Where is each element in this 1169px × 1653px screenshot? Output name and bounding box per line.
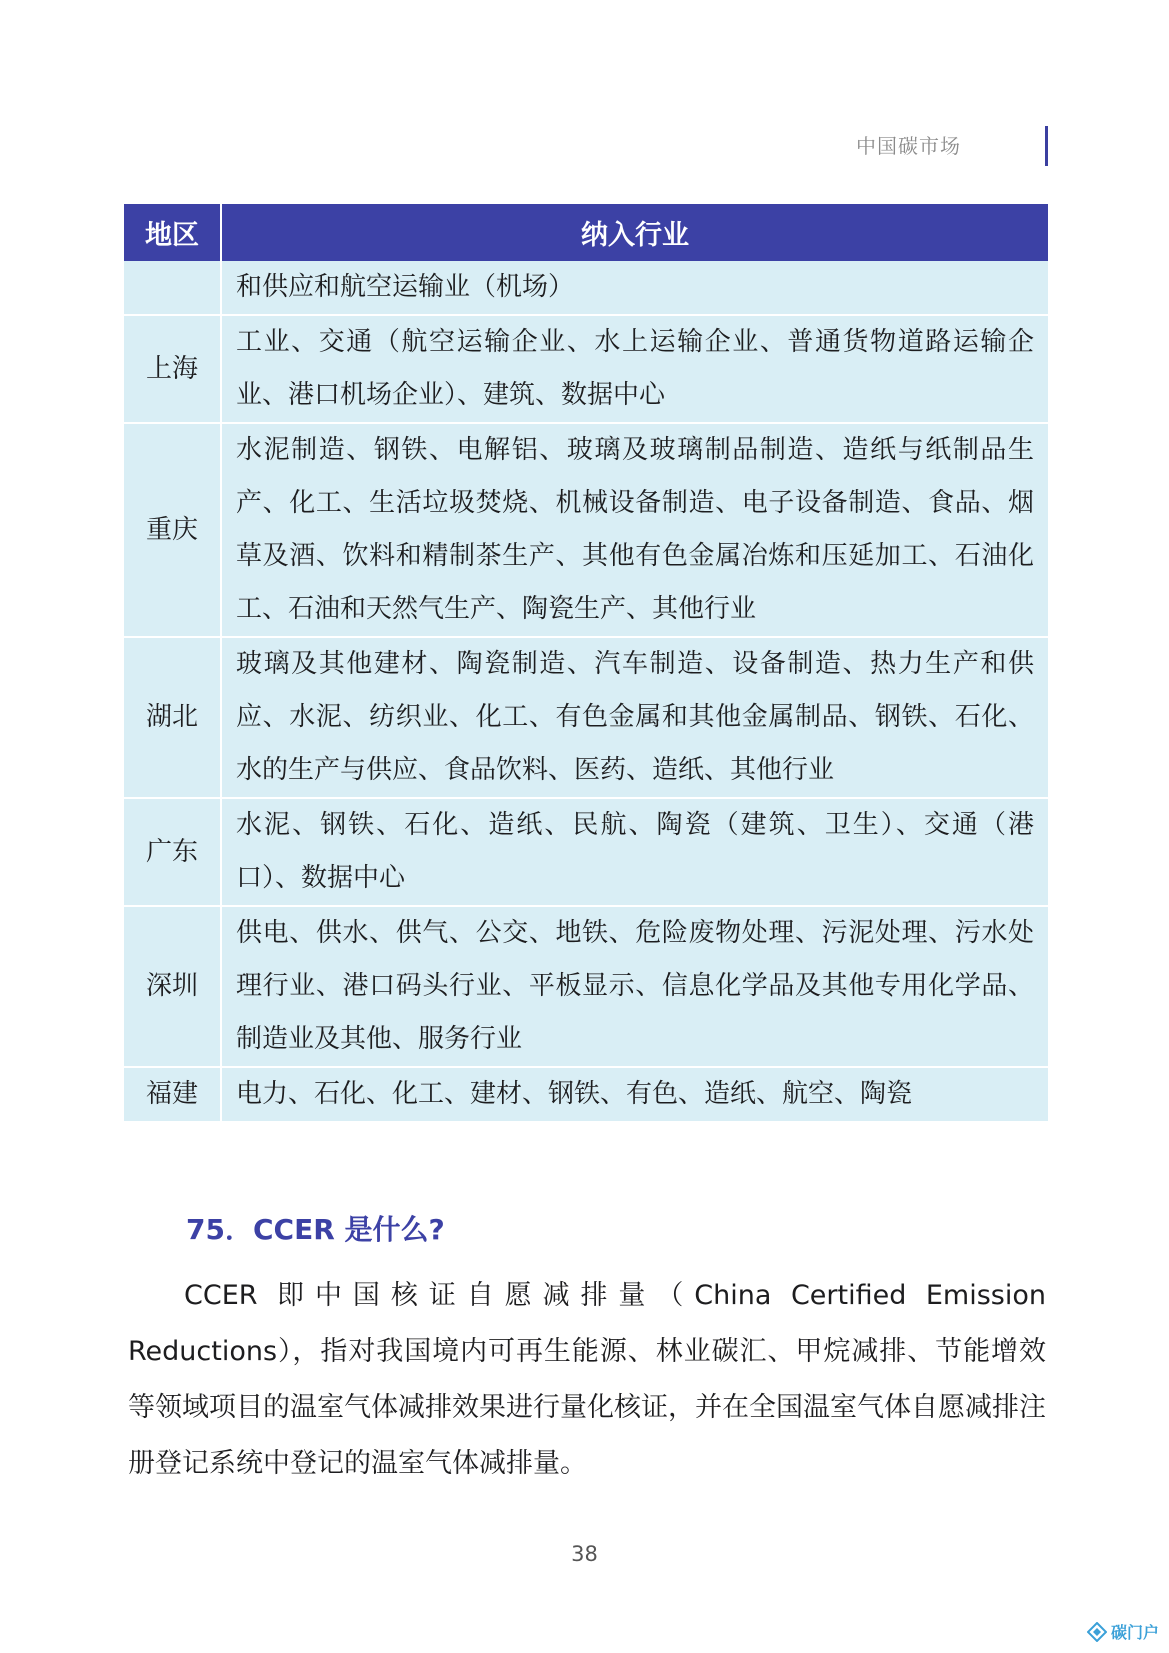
region-cell: 湖北: [124, 636, 222, 797]
header-industry: 纳入行业: [222, 204, 1048, 261]
running-header-title: 中国碳市场: [856, 134, 961, 158]
table-row: [124, 797, 1048, 905]
region-cell: 深圳: [124, 905, 222, 1066]
region-cell: 广东: [124, 797, 222, 905]
industry-cell: 电力、石化、化工、建材、钢铁、有色、造纸、航空、陶瓷: [222, 1066, 1048, 1121]
page-number: 38: [571, 1542, 598, 1566]
industry-cell: 和供应和航空运输业（机场）: [222, 261, 1048, 314]
table-header-row: [124, 204, 1048, 261]
section-heading: 75．CCER 是什么?: [186, 1213, 445, 1246]
region-cell: 福建: [124, 1066, 222, 1121]
region-cell: 上海: [124, 314, 222, 422]
industry-cell: 玻璃及其他建材、陶瓷制造、汽车制造、设备制造、热力生产和供应、水泥、纺织业、化工、有色金属和其他金属制品、钢铁、石化、水的生产与供应、食品饮料、医药、造纸、其他行业: [222, 636, 1048, 797]
industry-cell: 水泥、钢铁、石化、造纸、民航、陶瓷（建筑、卫生）、交通（港口）、数据中心: [222, 797, 1048, 905]
header-region: 地区: [124, 204, 222, 261]
industry-cell: 水泥制造、钢铁、电解铝、玻璃及玻璃制品制造、造纸与纸制品生产、化工、生活垃圾焚烧、机械设备制造、电子设备制造、食品、烟草及酒、饮料和精制茶生产、其他有色金属冶炼和压延加工、石油化工、石油和天然气生产、陶瓷生产、其他行业: [222, 422, 1048, 636]
header-accent-bar: [1045, 126, 1048, 166]
table-row: [124, 636, 1048, 797]
industry-cell: 供电、供水、供气、公交、地铁、危险废物处理、污泥处理、污水处理行业、港口码头行业、平板显示、信息化学品及其他专用化学品、制造业及其他、服务行业: [222, 905, 1048, 1066]
table-row: [124, 1066, 1048, 1121]
logo-text: 碳门户: [1111, 1623, 1160, 1642]
body-paragraph: CCER 即中国核证自愿减排量（China Certified Emission Reductions），指对我国境内可再生能源、林业碳汇、甲烷减排、节能增效等领域项目的温室气体减排效果进行量化核证，并在全国温室气体自愿减排注册登记系统中登记的温室气体减排量。: [128, 1280, 1046, 1479]
table-row: [124, 261, 1048, 314]
table-row: [124, 905, 1048, 1066]
diamond-logo-icon: [1087, 1622, 1107, 1642]
publisher-logo: [1087, 1620, 1159, 1643]
region-industry-table: [124, 204, 1048, 1121]
region-cell: 重庆: [124, 422, 222, 636]
region-cell: [124, 261, 222, 314]
table-row: [124, 314, 1048, 422]
industry-cell: 工业、交通（航空运输企业、水上运输企业、普通货物道路运输企业、港口机场企业）、建筑、数据中心: [222, 314, 1048, 422]
table-row: [124, 422, 1048, 636]
